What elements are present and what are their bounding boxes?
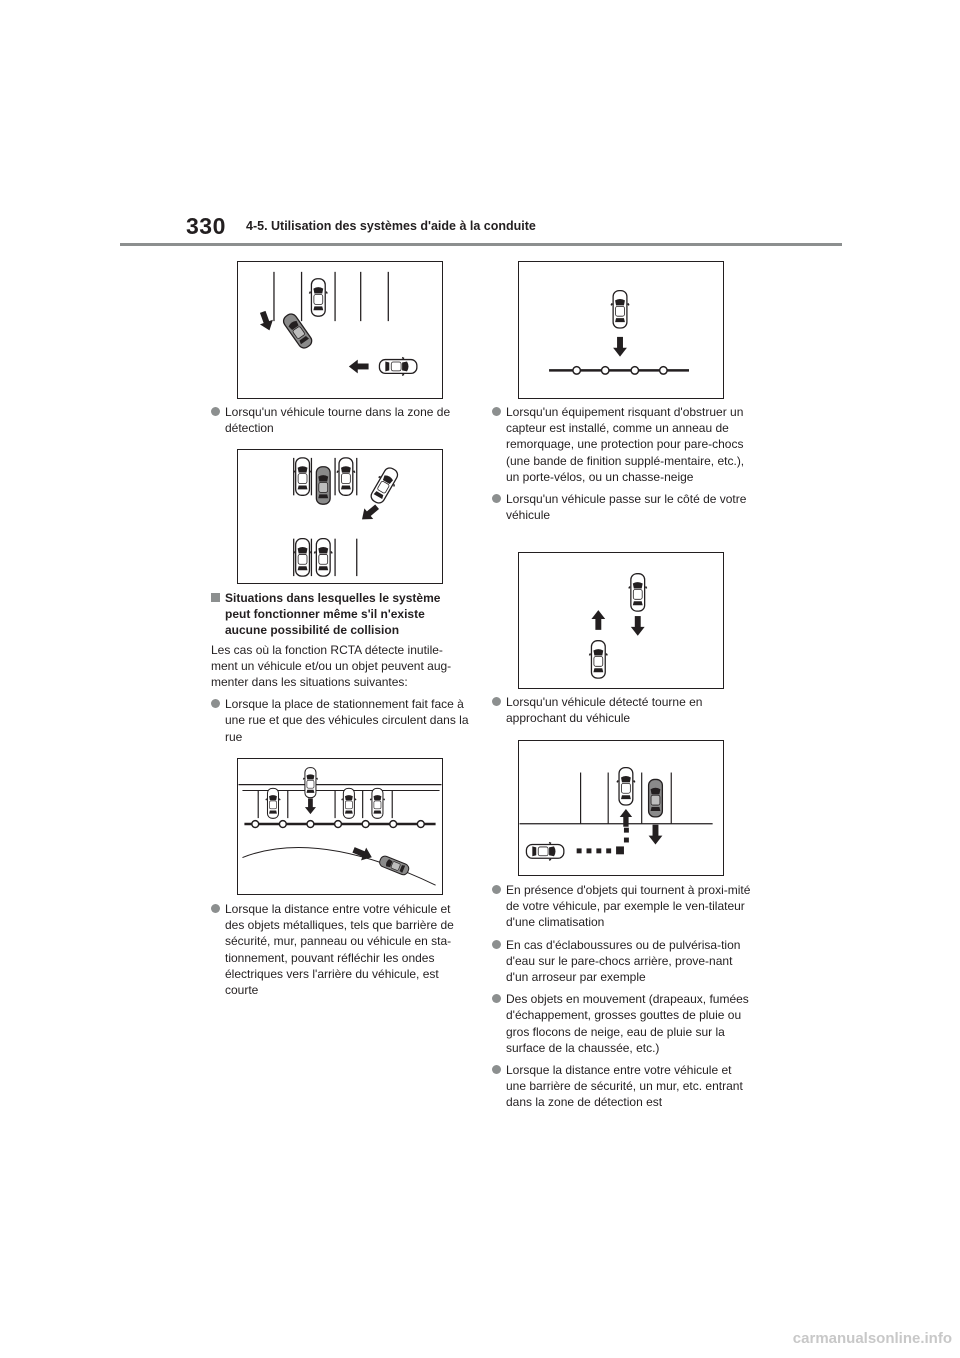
bullet-dot [492,494,501,503]
heading-square-icon [211,593,220,602]
figure-vehicle-turning-approach [518,740,724,876]
bullet-barrier-distance: Lorsque la distance entre votre véhicule et une barrière de sécurité, un mur, etc. entrant dans la zone de détection est [492,1062,754,1111]
bullet-vehicle-passing-side: Lorsqu'un véhicule passe sur le côté de votre véhicule [492,491,754,523]
section-title: 4-5. Utilisation des systèmes d'aide à la conduite [246,219,536,233]
bullet-dot [211,699,220,708]
figure-parking-street [237,758,443,895]
bullet-dot [492,407,501,416]
bullet-moving-objects: Des objets en mouvement (drapeaux, fumées d'échappement, grosses gouttes de pluie ou gros flocons de neige, eau de pluie sur la surface de la chaussée, etc.) [492,991,754,1056]
bullet-parking-facing-street: Lorsque la place de stationnement fait face à une rue et que des véhicules circulent dans la rue [211,696,469,745]
bullet-dot [492,697,501,706]
figure-sensor-obstruction [518,261,724,399]
header-rule [120,243,842,246]
bullet-turning-vehicle: Lorsqu'un véhicule tourne dans la zone de détection [211,404,469,436]
bullet-rotating-objects: En présence d'objets qui tournent à proxi-mité de votre véhicule, par exemple le ven-tilateur d'une climatisation [492,882,754,931]
bullet-dot [492,885,501,894]
section-heading: Situations dans lesquelles le système peut fonctionner même s'il n'existe aucune possibilité de collision [211,590,469,639]
bullet-dot [211,407,220,416]
bullet-sensor-equipment: Lorsqu'un équipement risquant d'obstruer un capteur est installé, comme un anneau de remorquage, une protection pour pare-chocs (une bande de finition supplé-mentaire, etc.), un porte-vélos, ou un chasse-neige [492,404,754,485]
bullet-dot [492,1065,501,1074]
bullet-metal-objects: Lorsque la distance entre votre véhicule et des objets métalliques, tels que barrière de sécurité, mur, panneau ou véhicule en sta-tionnement, pouvant réfléchir les ondes électriques vers l'arrière du véhicule, est courte [211,901,469,998]
figure-parking-diagonal [237,449,443,584]
bullet-water-spray: En cas d'éclaboussures ou de pulvérisa-tion d'eau sur le pare-chocs arrière, prove-nant d'un arroseur par exemple [492,937,754,986]
page-number: 330 [186,213,226,239]
bullet-dot [492,940,501,949]
figure-turning-vehicle [237,261,443,399]
bullet-dot [211,904,220,913]
watermark: carmanualsonline.info [792,1330,952,1347]
intro-paragraph: Les cas où la fonction RCTA détecte inutile-ment un véhicule et/ou un objet peuvent aug-menter dans les situations suivantes: [211,642,452,690]
figure-vehicle-passing [518,552,724,689]
bullet-dot [492,994,501,1003]
bullet-detected-vehicle-turning: Lorsqu'un véhicule détecté tourne en approchant du véhicule [492,694,754,726]
